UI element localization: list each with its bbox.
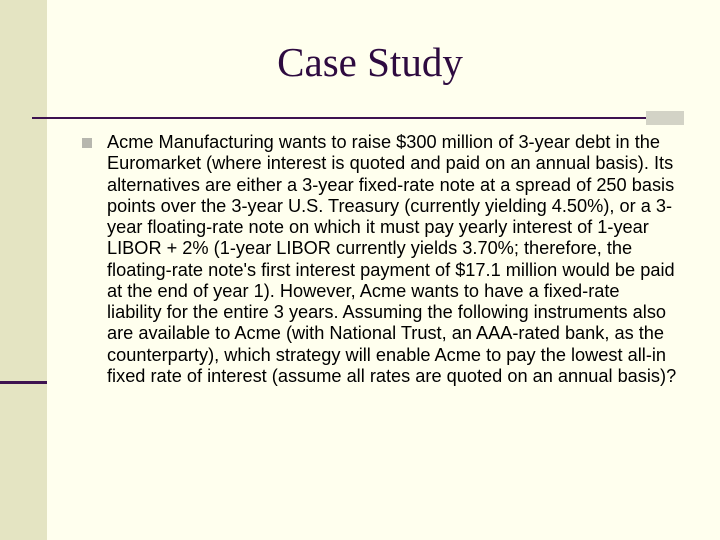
title-divider — [32, 117, 678, 119]
left-accent-line — [0, 381, 47, 384]
square-bullet-icon — [82, 138, 92, 148]
left-decorative-bar — [0, 0, 47, 540]
slide-title: Case Study — [277, 39, 463, 85]
bullet-text: Acme Manufacturing wants to raise $300 million of 3-year debt in the Euromarket (where interest is quoted and paid on an annual basis). Its alternatives are either a 3-year fixed-rate note at a spread of 250 basis points over the 3-year U.S. Treasury (currently yielding 4.50%), or a 3-year floating-rate note on which it must pay yearly interest of 1-year LIBOR + 2% (1-year LIBOR currently yields 3.70%; therefore, the floating-rate note's first interest payment of $17.1 million would be paid at the end of year 1). However, Acme wants to have a fixed-rate liability for the entire 3 years. Assuming the following instruments also are available to Acme (with National Trust, an AAA-rated bank, as the counterparty), which strategy will enable Acme to pay the lowest all-in fixed rate of interest (assume all rates are quoted on an annual basis)? — [107, 132, 677, 386]
divider-end-block — [646, 111, 684, 125]
bullet-item — [82, 132, 678, 387]
